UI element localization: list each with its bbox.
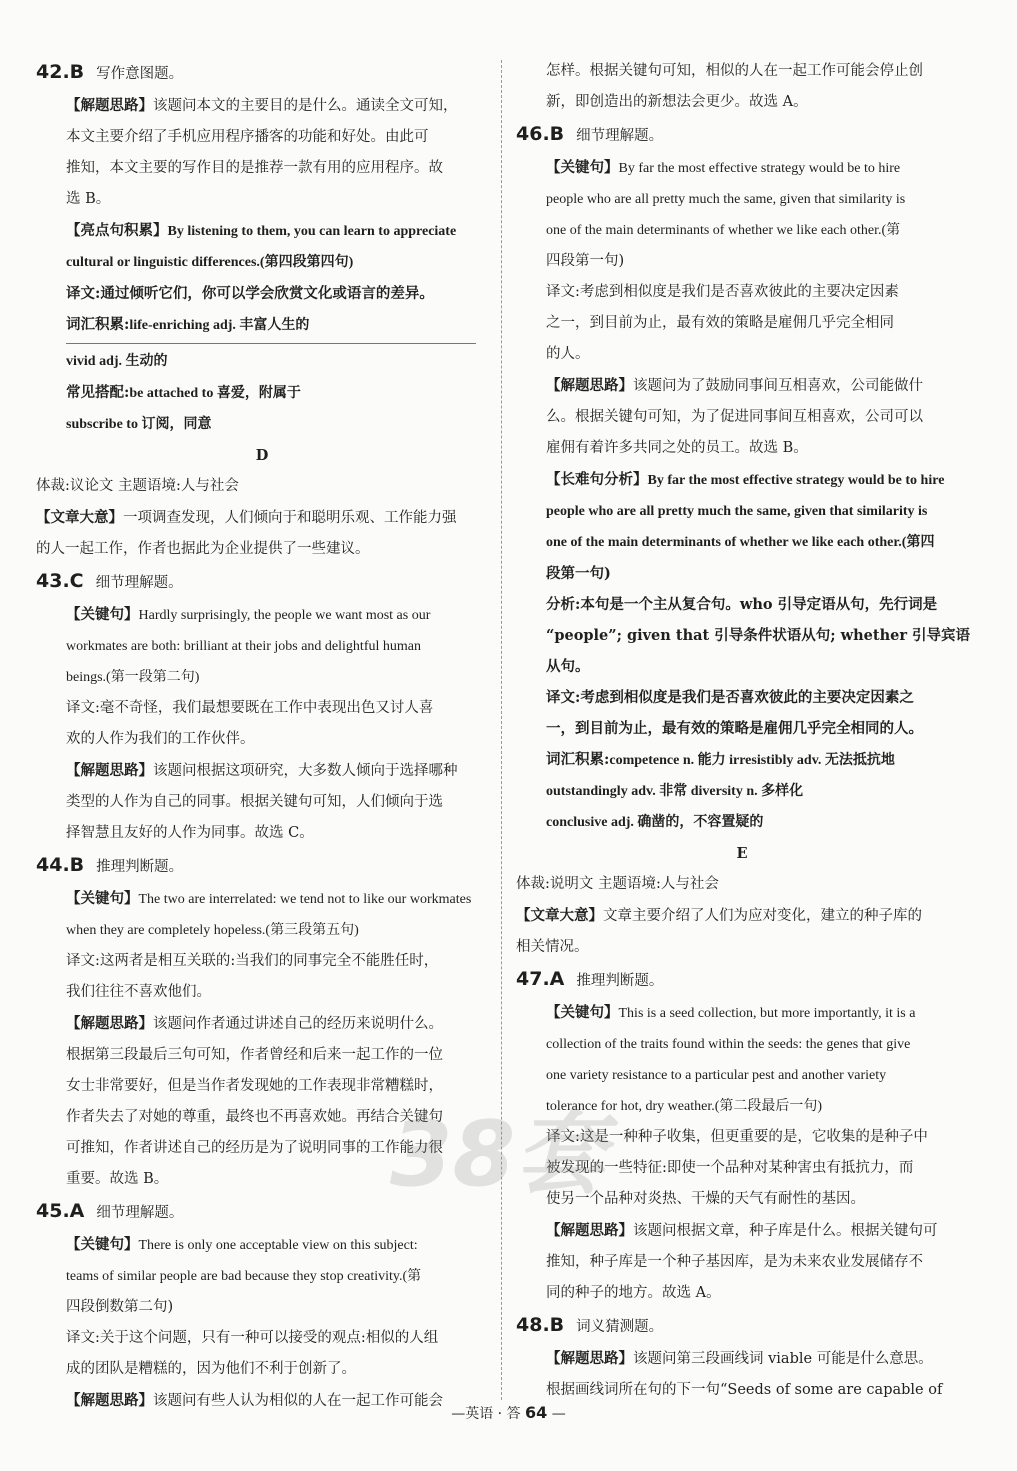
q46-vocab-1: outstandingly adv. 非常 diversity n. 多样化 bbox=[546, 784, 804, 799]
q47-key-0: This is a seed collection, but more importantly, it is a bbox=[618, 1006, 916, 1021]
q44-type: 推理判断题。 bbox=[96, 859, 184, 875]
q42-phrase-1: subscribe to 订阅，同意 bbox=[66, 417, 212, 432]
q42-vocab-tag: 词汇积累: bbox=[66, 316, 130, 333]
q46-think-line bbox=[516, 370, 968, 402]
footer-suffix: — bbox=[547, 1406, 566, 1422]
q46-long-0: By far the most effective strategy would be to hire bbox=[647, 473, 945, 488]
q47-think-tag: 【解题思路】 bbox=[546, 1222, 633, 1239]
q47-key-line bbox=[516, 997, 968, 1029]
footer-prefix: —英语 · 答 bbox=[451, 1406, 526, 1422]
q42-trans: 译文:通过倾听它们，你可以学会欣赏文化或语言的差异。 bbox=[66, 285, 434, 302]
q43-key-0: Hardly surprisingly, the people we want most as our bbox=[138, 608, 431, 623]
q42-phrase-line bbox=[36, 377, 488, 409]
q43-key-line bbox=[36, 599, 488, 631]
q46-key-0: By far the most effective strategy would be to hire bbox=[618, 161, 901, 176]
q46-trans-0: 译文:考虑到相似度是我们是否喜欢彼此的主要决定因素 bbox=[546, 284, 899, 300]
q47-trans-2: 使另一个品种对炎热、干燥的天气有耐性的基因。 bbox=[546, 1191, 865, 1207]
section-e-gist-line bbox=[516, 900, 968, 932]
q45-key-line bbox=[36, 1229, 488, 1261]
q42-think-1: 本文主要介绍了手机应用程序播客的功能和好处。由此可 bbox=[66, 129, 429, 145]
q46-key-line bbox=[516, 152, 968, 184]
section-e-heading: E bbox=[736, 845, 748, 862]
q47-key-3: tolerance for hot, dry weather.(第二段最后一句) bbox=[546, 1099, 823, 1114]
watermark-logo bbox=[380, 1085, 606, 1215]
q44-think-3: 作者失去了对她的尊重，最终也不再喜欢她。再结合关键句 bbox=[66, 1109, 443, 1125]
q42-phrase-0: be attached to 喜爱，附属于 bbox=[129, 386, 301, 401]
section-d-gist-1: 的人一起工作，作者也据此为企业提供了一些建议。 bbox=[36, 541, 370, 557]
q47-trans-0: 译文:这是一种种子收集，但更重要的是，它收集的是种子中 bbox=[546, 1129, 928, 1145]
q42-hl-tag: 【亮点句积累】 bbox=[66, 222, 168, 239]
q46-key-1: people who are all pretty much the same, given that similarity is bbox=[546, 192, 906, 207]
q42-hl-1: cultural or linguistic differences.(第四段第四句) bbox=[66, 255, 354, 270]
q45-key-1: teams of similar people are bad because they stop creativity.(第 bbox=[66, 1269, 422, 1284]
q42-vocab-0: life-enriching adj. 丰富人生的 bbox=[129, 318, 310, 333]
q42-think-3: 选 B。 bbox=[66, 191, 111, 207]
q46-trans2-0: 译文:考虑到相似度是我们是否喜欢彼此的主要决定因素之 bbox=[546, 689, 914, 706]
q46-think-0: 该题问为了鼓励同事间互相喜欢，公司能做什 bbox=[633, 378, 923, 394]
q46-analysis-1: “people”; given that 引导条件状语从句; whether 引导宾语 bbox=[546, 627, 971, 644]
q43-number: 43.C bbox=[36, 570, 84, 592]
q46-analysis-0: 分析:本句是一个主从复合句。who 引导定语从句，先行词是 bbox=[546, 596, 938, 613]
q43-key-2: beings.(第一段第二句) bbox=[66, 670, 200, 685]
section-d-heading: D bbox=[255, 447, 269, 464]
q48-think-tag: 【解题思路】 bbox=[546, 1350, 633, 1367]
q43-think-line bbox=[36, 755, 488, 787]
q46-vocab-line bbox=[516, 744, 968, 776]
section-e-gist-0: 文章主要介绍了人们为应对变化，建立的种子库的 bbox=[603, 908, 922, 924]
q45-number: 45.A bbox=[36, 1200, 85, 1222]
q42-vocab-1: vivid adj. 生动的 bbox=[66, 354, 168, 369]
q43-think-2: 择智慧且友好的人作为同事。故选 C。 bbox=[66, 825, 314, 841]
q45-type: 细节理解题。 bbox=[96, 1205, 184, 1221]
q44-number: 44.B bbox=[36, 854, 85, 876]
q46-header bbox=[516, 118, 968, 152]
q44-key-line bbox=[36, 883, 488, 915]
q46-key-3: 四段第一句) bbox=[546, 253, 625, 269]
q47-think-1: 推知，种子库是一个种子基因库，是为未来农业发展储存不 bbox=[546, 1254, 923, 1270]
q44-think-5: 重要。故选 B。 bbox=[66, 1171, 169, 1187]
q45-trans-1: 成的团队是糟糕的，因为他们不利于创新了。 bbox=[66, 1361, 356, 1377]
q43-trans-1: 欢的人作为我们的工作伙伴。 bbox=[66, 731, 255, 747]
q43-key-1: workmates are both: brilliant at their jobs and delightful human bbox=[66, 639, 421, 654]
q43-header bbox=[36, 565, 488, 599]
q47-trans-1: 被发现的一些特征:即使一个品种对某种害虫有抵抗力，而 bbox=[546, 1160, 914, 1176]
q46-long-tag: 【长难句分析】 bbox=[546, 471, 648, 488]
q46-vocab-2: conclusive adj. 确凿的，不容置疑的 bbox=[546, 815, 764, 830]
q47-key-2: one variety resistance to a particular pest and another variety bbox=[546, 1068, 887, 1083]
q42-think-tag: 【解题思路】 bbox=[66, 97, 153, 114]
q46-think-1: 么。根据关键句可知，为了促进同事间互相喜欢，公司可以 bbox=[546, 409, 923, 425]
section-e-gist-1: 相关情况。 bbox=[516, 939, 589, 955]
q42-hl-0: By listening to them, you can learn to appreciate bbox=[167, 224, 457, 239]
q45-key-2: 四段倒数第二句) bbox=[66, 1299, 174, 1315]
q46-number: 46.B bbox=[516, 123, 565, 145]
q42-think-2: 推知，本文主要的写作目的是推荐一款有用的应用程序。故 bbox=[66, 160, 443, 176]
q44-think-1: 根据第三段最后三句可知，作者曾经和后来一起工作的一位 bbox=[66, 1047, 443, 1063]
q47-think-0: 该题问根据文章，种子库是什么。根据关键句可 bbox=[633, 1223, 938, 1239]
q47-number: 47.A bbox=[516, 968, 565, 990]
q47-think-2: 同的种子的地方。故选 A。 bbox=[546, 1285, 721, 1301]
q48-think-1: 根据画线词所在句的下一句“Seeds of some are capable of bbox=[546, 1382, 943, 1398]
q43-think-1: 类型的人作为自己的同事。根据关键句可知，人们倾向于选 bbox=[66, 794, 443, 810]
q42-vocab-line bbox=[36, 309, 488, 341]
q46-long-3: 段第一句) bbox=[546, 565, 611, 582]
q45-think-0: 该题问有些人认为相似的人在一起工作可能会 bbox=[153, 1393, 443, 1409]
q48-think-0: 该题问第三段画线词 viable 可能是什么意思。 bbox=[633, 1351, 933, 1367]
q45-key-0: There is only one acceptable view on this subject: bbox=[138, 1238, 418, 1253]
q42-header bbox=[36, 56, 488, 90]
q42-hl-line bbox=[36, 215, 488, 247]
section-d-genre: 体裁:议论文 主题语境:人与社会 bbox=[36, 478, 239, 494]
q45-key-tag: 【关键句】 bbox=[66, 1236, 139, 1253]
q46-long-1: people who are all pretty much the same, given that similarity is bbox=[546, 504, 928, 519]
q48-header bbox=[516, 1309, 968, 1343]
q47-key-1: collection of the traits found within the seeds: the genes that give bbox=[546, 1037, 911, 1052]
q43-key-tag: 【关键句】 bbox=[66, 606, 139, 623]
q44-trans-1: 我们往往不喜欢他们。 bbox=[66, 984, 211, 1000]
q44-think-2: 女士非常要好，但是当作者发现她的工作表现非常糟糕时， bbox=[66, 1078, 443, 1094]
q44-think-line bbox=[36, 1008, 488, 1040]
q45-cont-0: 怎样。根据关键句可知，相似的人在一起工作可能会停止创 bbox=[546, 63, 923, 79]
q46-think-tag: 【解题思路】 bbox=[546, 377, 633, 394]
q44-think-4: 可推知，作者讲述自己的经历是为了说明同事的工作能力很 bbox=[66, 1140, 443, 1156]
q46-analysis-2: 从句。 bbox=[546, 658, 590, 675]
q47-type: 推理判断题。 bbox=[576, 973, 664, 989]
q44-trans-0: 译文:这两者是相互关联的:当我们的同事完全不能胜任时， bbox=[66, 953, 439, 969]
section-d-gist-line bbox=[36, 502, 488, 534]
section-e-genre: 体裁:说明文 主题语境:人与社会 bbox=[516, 876, 719, 892]
section-d-gist-0: 一项调查发现，人们倾向于和聪明乐观、工作能力强 bbox=[123, 510, 457, 526]
page-number: 64 bbox=[525, 1403, 548, 1422]
q46-trans-1: 之一，到目前为止，最有效的策略是雇佣几乎完全相同 bbox=[546, 315, 894, 331]
section-d-gist-tag: 【文章大意】 bbox=[36, 509, 123, 526]
q46-long-line bbox=[516, 464, 968, 496]
q47-key-tag: 【关键句】 bbox=[546, 1004, 619, 1021]
q46-think-2: 雇佣有着许多共同之处的员工。故选 B。 bbox=[546, 440, 808, 456]
q46-key-tag: 【关键句】 bbox=[546, 159, 619, 176]
q46-vocab-tag: 词汇积累: bbox=[546, 751, 610, 768]
q45-trans-0: 译文:关于这个问题，只有一种可以接受的观点:相似的人组 bbox=[66, 1330, 439, 1346]
q45-think-tag: 【解题思路】 bbox=[66, 1392, 153, 1409]
q46-long-2: one of the main determinants of whether we like each other.(第四 bbox=[546, 535, 935, 550]
q46-type: 细节理解题。 bbox=[576, 128, 664, 144]
q48-type: 词义猜测题。 bbox=[576, 1319, 664, 1335]
q43-think-0: 该题问根据这项研究，大多数人倾向于选择哪种 bbox=[153, 763, 458, 779]
q48-number: 48.B bbox=[516, 1314, 565, 1336]
q47-think-line bbox=[516, 1215, 968, 1247]
q44-think-0: 该题问作者通过讲述自己的经历来说明什么。 bbox=[153, 1016, 443, 1032]
q48-think-line bbox=[516, 1343, 968, 1375]
q42-rule bbox=[66, 343, 476, 344]
q42-type: 写作意图题。 bbox=[96, 66, 184, 82]
q42-think-0: 该题问本文的主要目的是什么。通读全文可知， bbox=[153, 98, 458, 114]
q43-trans-0: 译文:毫不奇怪，我们最想要既在工作中表现出色又讨人喜 bbox=[66, 700, 434, 716]
q42-number: 42.B bbox=[36, 61, 85, 83]
q44-think-tag: 【解题思路】 bbox=[66, 1015, 153, 1032]
q46-trans2-1: 一，到目前为止，最有效的策略是雇佣几乎完全相同的人。 bbox=[546, 720, 923, 737]
q44-key-tag: 【关键句】 bbox=[66, 890, 139, 907]
q44-key-1: when they are completely hopeless.(第三段第五句) bbox=[66, 923, 359, 938]
q43-type: 细节理解题。 bbox=[95, 575, 183, 591]
q42-phrase-tag: 常见搭配: bbox=[66, 384, 130, 401]
q44-key-0: The two are interrelated: we tend not to like our workmates bbox=[138, 892, 472, 907]
q45-cont-1: 新，即创造出的新想法会更少。故选 A。 bbox=[546, 94, 808, 110]
q42-think-line bbox=[36, 90, 488, 122]
section-e-gist-tag: 【文章大意】 bbox=[516, 907, 603, 924]
q46-vocab-0: competence n. 能力 irresistibly adv. 无法抵抗地 bbox=[609, 753, 895, 768]
q46-key-2: one of the main determinants of whether we like each other.(第 bbox=[546, 223, 901, 238]
q44-header bbox=[36, 849, 488, 883]
page-footer bbox=[0, 1403, 1017, 1423]
watermark-text: 38套 bbox=[390, 1102, 606, 1207]
q46-trans-2: 的人。 bbox=[546, 346, 590, 362]
q47-header bbox=[516, 963, 968, 997]
q43-think-tag: 【解题思路】 bbox=[66, 762, 153, 779]
